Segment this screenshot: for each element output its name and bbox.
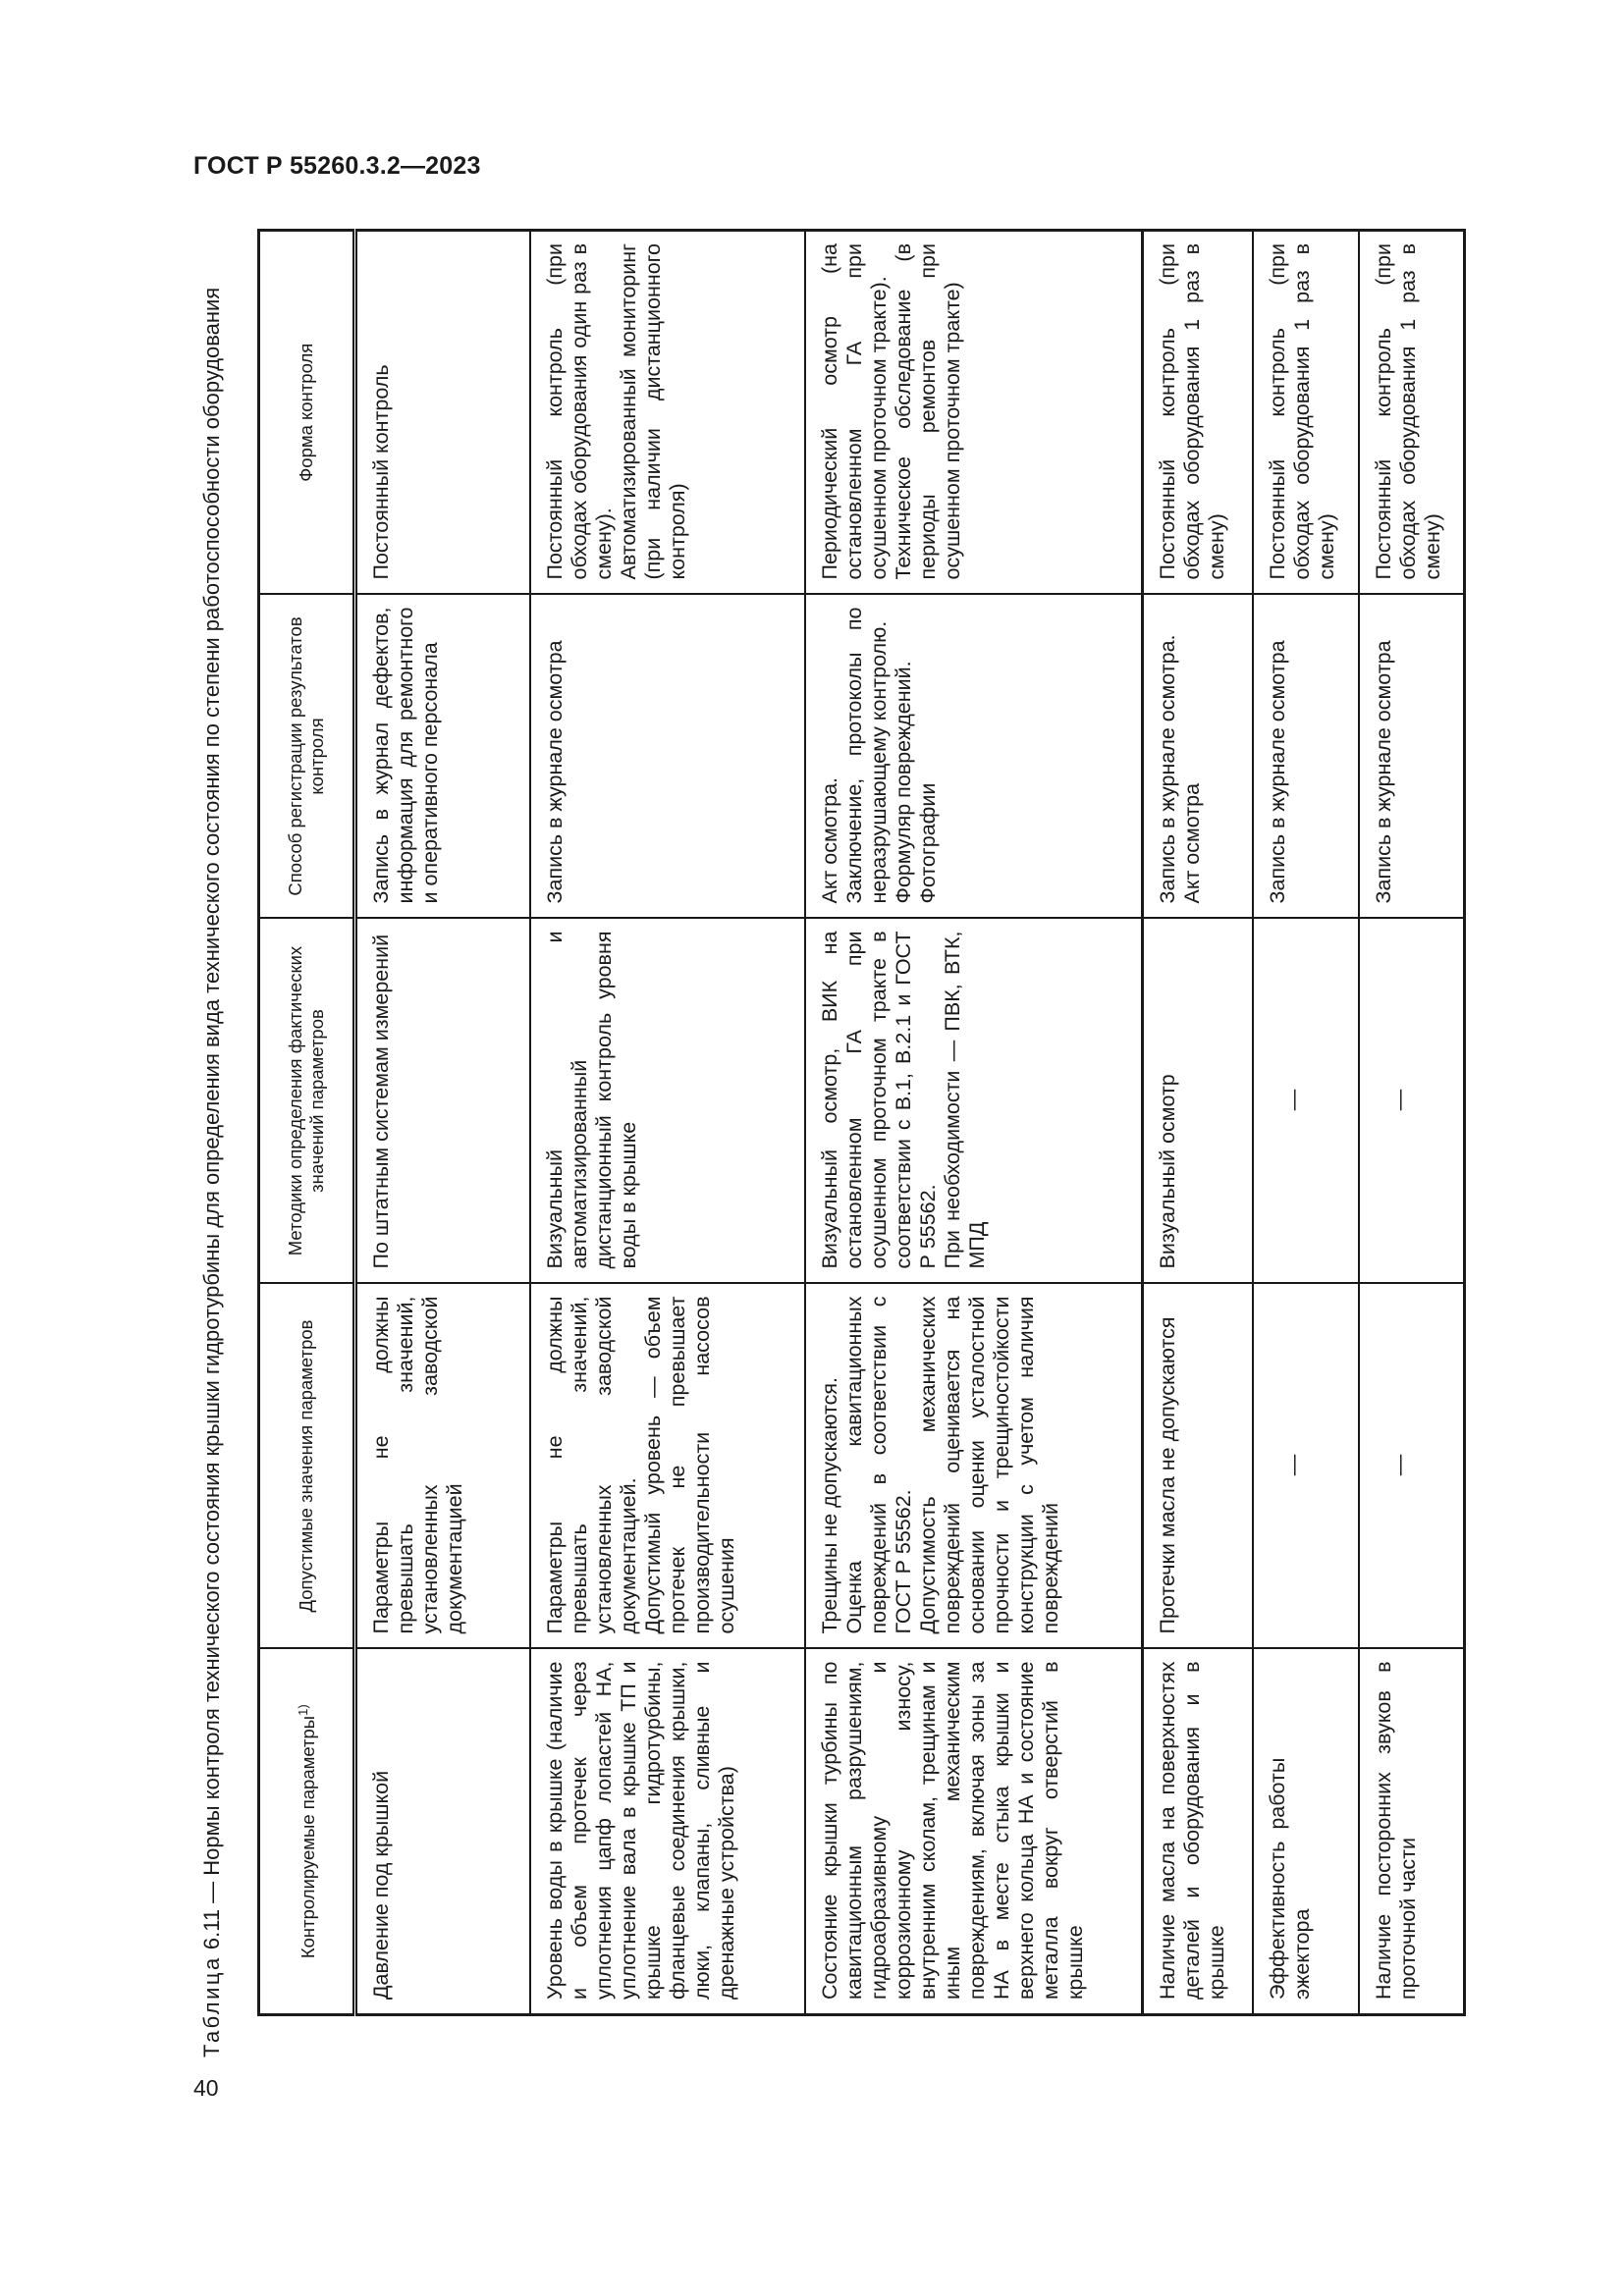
document-code-header: ГОСТ Р 55260.3.2—2023 (193, 152, 481, 180)
cell-method: — (1359, 919, 1465, 1284)
cell-form: Постоянный контроль (при обходах оборудования один раз в смену). Автоматизированный мониторинг (при наличии дистанционного контроля) (530, 231, 805, 595)
norms-table (257, 229, 1466, 2016)
cell-parameter: Эффективность работы эжектора (1253, 1649, 1359, 2015)
column-header-control-form: Форма контроля (259, 231, 355, 595)
cell-method: — (1253, 919, 1359, 1284)
cell-form: Периодический осмотр (на остановленном ГА при осушенном проточном тракте). Техническое обследование (в периоды ремонтов при осушенном проточном тракте) (805, 231, 1143, 595)
cell-registration: Запись в журнале осмотра (1253, 595, 1359, 919)
caption-text: 6.11 — Нормы контроля технического состояния крышки гидротурбины для определения вида технического состояния по степени работоспособности оборудования (199, 287, 224, 1956)
cell-form: Постоянный контроль (при обходах оборудования 1 раз в смену) (1359, 231, 1465, 595)
column-header-allowed-values: Допустимые значения параметров (259, 1284, 355, 1649)
cell-parameter: Наличие посторонних звуков в проточной части (1359, 1649, 1465, 2015)
cell-registration: Запись в журнал дефектов, информация для ремонтного и оперативного персонала (355, 595, 530, 919)
table-header-row (259, 231, 355, 2015)
cell-allowed: Протечки масла не допускаются (1143, 1284, 1253, 1649)
table-row (1359, 231, 1465, 2015)
rotated-table-block (192, 230, 1449, 2075)
table-caption (198, 232, 225, 2057)
table-row (805, 231, 1143, 2015)
table-row (1253, 231, 1359, 2015)
table-row (1143, 231, 1253, 2015)
cell-form: Постоянный контроль (при обходах оборудования 1 раз в смену) (1253, 231, 1359, 595)
column-header-methods: Методики определения фактических значений параметров (259, 919, 355, 1284)
page-number: 40 (193, 2075, 219, 2101)
cell-allowed: Параметры не должны превышать значений, установленных заводской документацией (355, 1284, 530, 1649)
cell-form: Постоянный контроль (355, 231, 530, 595)
table-row (355, 231, 530, 2015)
cell-allowed: — (1253, 1284, 1359, 1649)
cell-method: Визуальный и автоматизированный дистанционный контроль уровня воды в крышке (530, 919, 805, 1284)
column-header-parameters: Контролируемые параметры$^{1)}$ (259, 1649, 355, 2015)
cell-parameter: Уровень воды в крышке (наличие и объем протечек через уплотнения цапф лопастей НА, уплотнение вала в крышке ТП и крышке гидротурбины, фланцевые соединения крышки, люки, клапаны, сливные и дренажные устройства) (530, 1649, 805, 2015)
cell-allowed: Трещины не допускаются. Оценка кавитационных повреждений в соответствии с ГОСТ Р 55562. Допустимость механических повреждений оценивается на основании оценки усталостной прочности и трещиностойкости конструкции с учетом наличия повреждений (805, 1284, 1143, 1649)
cell-allowed: Параметры не должны превышать значений, установленных заводской документацией. Допустимый уровень — объем протечек не превышает производительности насосов осушения (530, 1284, 805, 1649)
column-header-registration: Способ регистрации результатов контроля (259, 595, 355, 919)
cell-form: Постоянный контроль (при обходах оборудования 1 раз в смену) (1143, 231, 1253, 595)
cell-parameter: Давление под крышкой (355, 1649, 530, 2015)
cell-parameter: Состояние крышки турбины по кавитационным разрушениям, гидроабразивному и коррозионному износу, внутренним сколам, трещинам и иным механическим повреждениям, включая зоны за НА в месте стыка крышки и верхнего кольца НА и состояние металла вокруг отверстий в крышке (805, 1649, 1143, 2015)
cell-registration: Акт осмотра. Заключение, протоколы по неразрушающему контролю. Формуляр повреждений. Фотографии (805, 595, 1143, 919)
cell-method: По штатным системам измерений (355, 919, 530, 1284)
cell-registration: Запись в журнале осмотра (530, 595, 805, 919)
cell-allowed: — (1359, 1284, 1465, 1649)
table-row (530, 231, 805, 2015)
cell-registration: Запись в журнале осмотра (1359, 595, 1465, 919)
cell-method: Визуальный осмотр (1143, 919, 1253, 1284)
cell-parameter: Наличие масла на поверхностях деталей и оборудования и в крышке (1143, 1649, 1253, 2015)
cell-method: Визуальный осмотр, ВИК на остановленном ГА при осушенном проточном тракте в соответствии с В.1, В.2.1 и ГОСТ Р 55562. При необходимости — ПВК, ВТК, МПД (805, 919, 1143, 1284)
caption-label: Таблица (199, 1955, 224, 2057)
cell-registration: Запись в журнале осмотра. Акт осмотра (1143, 595, 1253, 919)
